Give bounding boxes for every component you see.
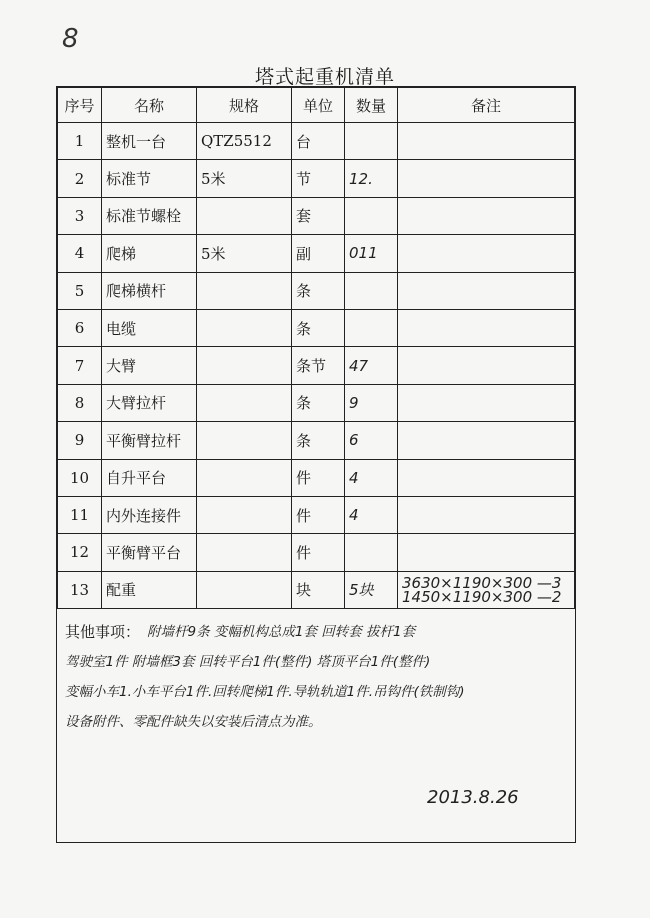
item-spec (197, 534, 292, 571)
row-number: 12 (58, 534, 102, 571)
row-number: 8 (58, 384, 102, 421)
item-unit: 件 (292, 459, 345, 496)
item-note (398, 384, 575, 421)
table-row (58, 422, 575, 459)
table-row (58, 235, 575, 272)
item-note (398, 347, 575, 384)
table-row (58, 123, 575, 160)
column-header-unit: 单位 (292, 88, 345, 123)
item-unit: 件 (292, 496, 345, 533)
item-spec (197, 496, 292, 533)
item-spec (197, 197, 292, 234)
equipment-table (57, 87, 575, 609)
page-number-mark: 8 (62, 24, 79, 54)
item-qty: 4 (345, 496, 398, 533)
table-row (58, 384, 575, 421)
table-header-row (58, 88, 575, 123)
item-unit: 条 (292, 384, 345, 421)
row-number: 5 (58, 272, 102, 309)
item-name: 内外连接件 (102, 496, 197, 533)
item-qty (345, 123, 398, 160)
item-spec (197, 272, 292, 309)
table-row (58, 197, 575, 234)
item-name: 标准节螺栓 (102, 197, 197, 234)
item-qty: 47 (345, 347, 398, 384)
row-number: 10 (58, 459, 102, 496)
item-note (398, 534, 575, 571)
table-row (58, 160, 575, 197)
item-note (398, 309, 575, 346)
item-name: 配重 (102, 571, 197, 608)
signature-date: 2013.8.26 (427, 787, 519, 808)
document-title: 塔式起重机清单 (254, 66, 395, 88)
item-qty: 5块 (345, 571, 398, 608)
column-header-spec: 规格 (197, 88, 292, 123)
item-spec: QTZ5512 (197, 123, 292, 160)
item-spec (197, 309, 292, 346)
item-qty (345, 309, 398, 346)
item-unit: 副 (292, 235, 345, 272)
row-number: 1 (58, 123, 102, 160)
notes-line: 驾驶室1件 附墙框3套 回转平台1件(整件) 塔顶平台1件(整件) (65, 654, 431, 670)
item-unit: 台 (292, 123, 345, 160)
column-header-note: 备注 (398, 88, 575, 123)
item-qty: 4 (345, 459, 398, 496)
item-unit: 件 (292, 534, 345, 571)
row-number: 13 (58, 571, 102, 608)
item-qty (345, 534, 398, 571)
notes-line: 变幅小车1.小车平台1件.回转爬梯1件.导轨轨道1件.吊钩件(铁制钩) (65, 684, 465, 700)
item-qty (345, 197, 398, 234)
table-row (58, 309, 575, 346)
table-row (58, 496, 575, 533)
row-number: 2 (58, 160, 102, 197)
table-row (58, 347, 575, 384)
item-note (398, 272, 575, 309)
item-name: 平衡臂平台 (102, 534, 197, 571)
row-number: 3 (58, 197, 102, 234)
notes-section (65, 620, 570, 734)
item-unit: 条 (292, 309, 345, 346)
table-row (58, 571, 575, 608)
item-note (398, 459, 575, 496)
table-row (58, 272, 575, 309)
item-unit: 条 (292, 272, 345, 309)
item-spec (197, 459, 292, 496)
item-spec (197, 347, 292, 384)
item-name: 整机一台 (102, 123, 197, 160)
item-note (398, 235, 575, 272)
item-note (398, 197, 575, 234)
item-name: 大臂拉杆 (102, 384, 197, 421)
item-spec: 5米 (197, 160, 292, 197)
item-unit: 节 (292, 160, 345, 197)
item-qty (345, 272, 398, 309)
item-name: 电缆 (102, 309, 197, 346)
row-number: 6 (58, 309, 102, 346)
row-number: 9 (58, 422, 102, 459)
item-qty: 011 (345, 235, 398, 272)
item-unit: 条节 (292, 347, 345, 384)
item-name: 自升平台 (102, 459, 197, 496)
item-qty: 6 (345, 422, 398, 459)
item-name: 平衡臂拉杆 (102, 422, 197, 459)
item-note (398, 422, 575, 459)
equipment-list-sheet (56, 86, 576, 843)
item-note (398, 496, 575, 533)
item-unit: 套 (292, 197, 345, 234)
item-note (398, 160, 575, 197)
item-note (398, 123, 575, 160)
item-qty: 12. (345, 160, 398, 197)
item-spec (197, 384, 292, 421)
item-unit: 条 (292, 422, 345, 459)
column-header-qty: 数量 (345, 88, 398, 123)
item-unit: 块 (292, 571, 345, 608)
row-number: 7 (58, 347, 102, 384)
item-note: 3630×1190×300 —3 1450×1190×300 —2 (398, 571, 575, 608)
item-spec: 5米 (197, 235, 292, 272)
item-name: 大臂 (102, 347, 197, 384)
notes-line: 设备附件、零配件缺失以安装后清点为准。 (65, 714, 322, 730)
column-header-no: 序号 (58, 88, 102, 123)
column-header-name: 名称 (102, 88, 197, 123)
row-number: 11 (58, 496, 102, 533)
notes-line: 附墙杆9条 变幅机构总成1套 回转套 拔杆1套 (147, 624, 416, 640)
item-name: 爬梯横杆 (102, 272, 197, 309)
item-name: 爬梯 (102, 235, 197, 272)
table-row (58, 534, 575, 571)
item-spec (197, 422, 292, 459)
item-qty: 9 (345, 384, 398, 421)
table-row (58, 459, 575, 496)
notes-label: 其他事项： (65, 623, 141, 641)
row-number: 4 (58, 235, 102, 272)
item-spec (197, 571, 292, 608)
item-name: 标准节 (102, 160, 197, 197)
